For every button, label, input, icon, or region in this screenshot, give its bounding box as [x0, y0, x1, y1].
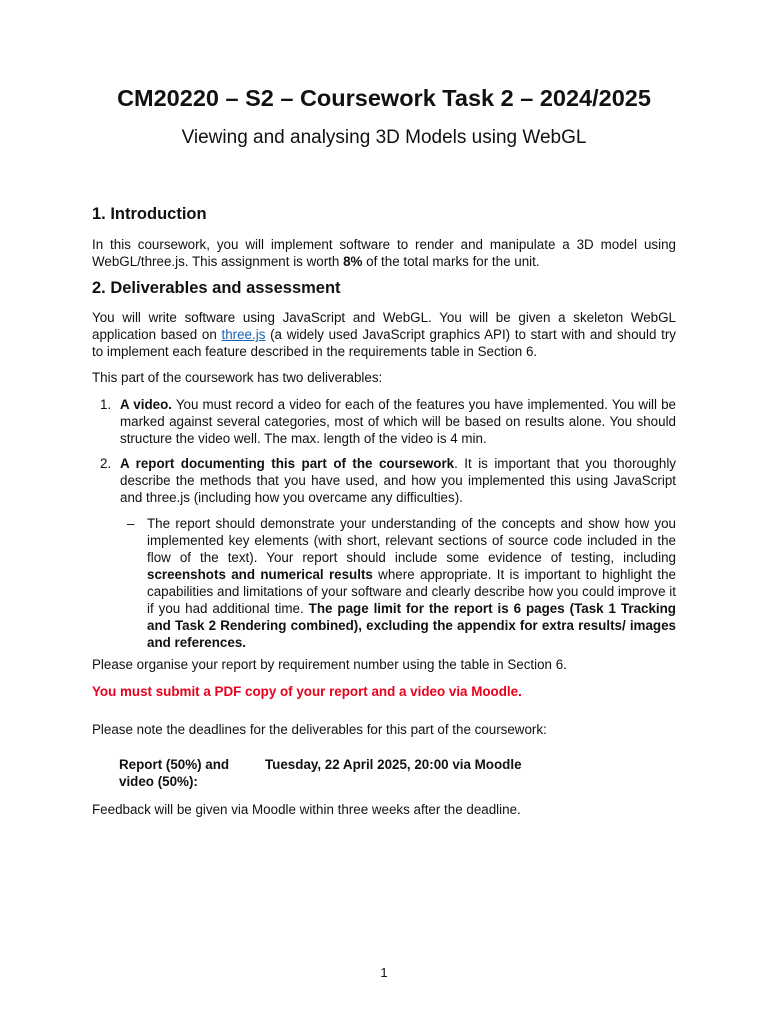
deliverables-paragraph	[92, 309, 676, 360]
intro-weight: 8%	[343, 254, 363, 269]
page-limit-notice: The page limit for the report is 6 pages (Task 1 Tracking and Task 2 Rendering combined), excluding the appendix for extra results/ images and references.	[147, 601, 676, 650]
intro-text-after: of the total marks for the unit.	[362, 254, 540, 269]
report-requirements-text-1: The report should demonstrate your understanding of the concepts and show how you implemented key elements (with short, relevant sections of source code included in the flow of the text). Your report should include some evidence of testing, including	[147, 516, 676, 565]
list-item-number: 2.	[100, 456, 112, 471]
section-heading-deliverables: 2. Deliverables and assessment	[92, 279, 341, 297]
deliverables-text-before: You will write software using JavaScript and WebGL. You will be given a skeleton WebGL application based on	[92, 310, 676, 342]
list-item-number: 1.	[100, 397, 112, 412]
document-subtitle: Viewing and analysing 3D Models using WebGL	[181, 127, 587, 148]
list-item-report	[120, 455, 676, 506]
deadline-value: Tuesday, 22 April 2025, 20:00 via Moodle	[265, 757, 522, 772]
feedback-paragraph: Feedback will be given via Moodle within three weeks after the deadline.	[92, 802, 521, 817]
report-requirements-bold-1: screenshots and numerical results	[147, 567, 373, 582]
deliverables-count-paragraph: This part of the coursework has two deliverables:	[92, 370, 383, 385]
page-number: 1	[380, 965, 388, 980]
intro-paragraph	[92, 236, 676, 270]
report-requirements-paragraph	[147, 515, 676, 651]
threejs-link[interactable]: three.js	[221, 327, 266, 342]
deadlines-intro: Please note the deadlines for the deliverables for this part of the coursework:	[92, 722, 547, 737]
document-title: CM20220 – S2 – Coursework Task 2 – 2024/2025	[117, 85, 651, 111]
list-item-report-title: A report documenting this part of the coursework	[120, 456, 455, 471]
deadline-label: Report (50%) and video (50%):	[119, 757, 230, 789]
sub-item-dash: –	[127, 516, 135, 531]
section-heading-introduction: 1. Introduction	[92, 205, 207, 223]
list-item-report-text: . It is important that you thoroughly describe the methods that you have used, and how you implemented this using JavaScript and three.js (including how you overcame any difficulties).	[120, 456, 676, 505]
list-item-video-title: A video.	[120, 397, 172, 412]
intro-text-before: In this coursework, you will implement software to render and manipulate a 3D model using WebGL/three.js. This assignment is worth	[92, 237, 676, 269]
submission-notice: You must submit a PDF copy of your report and a video via Moodle.	[92, 684, 522, 699]
deliverables-text-after: (a widely used JavaScript graphics API) to start with and should try to implement each feature described in the requirements table in Section 6.	[92, 327, 676, 359]
list-item-video	[120, 396, 676, 447]
list-item-video-text: You must record a video for each of the features you have implemented. You will be marked against several categories, most of which will be based on results alone. You should structure the video well. The max. length of the video is 4 min.	[120, 397, 676, 446]
organise-paragraph: Please organise your report by requirement number using the table in Section 6.	[92, 657, 567, 672]
report-requirements-text-2: where appropriate. It is important to highlight the capabilities and limitations of your software and clearly describe how you could improve it if you had additional time.	[147, 567, 677, 616]
